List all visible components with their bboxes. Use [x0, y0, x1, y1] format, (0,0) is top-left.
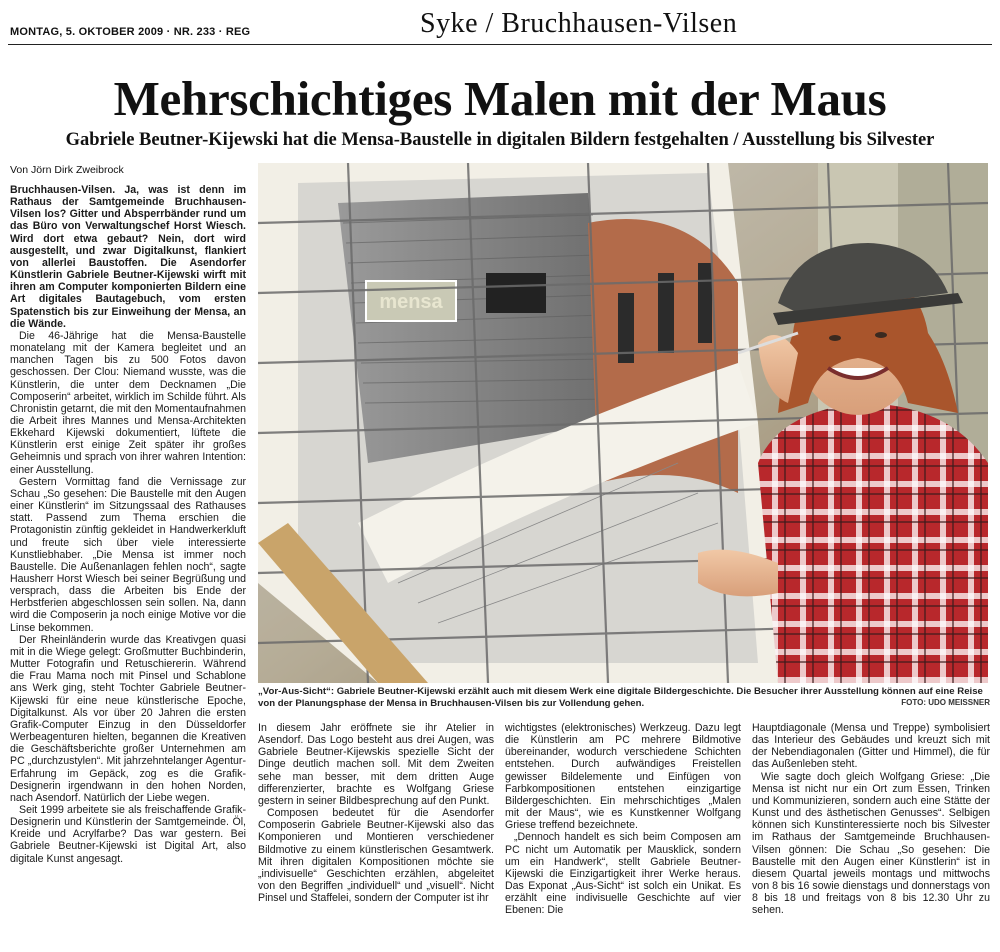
headline: Mehrschichtiges Malen mit der Maus	[113, 71, 887, 126]
paragraph: Gestern Vormittag fand die Vernissage zur Schau „So gesehen: Die Baustelle mit den Augen einer Künstlerin“ im Sitzungssaal des Rathauses statt. Passend zum Thema erschien die Protagonistin zünftig gekleidet in Handwerkerkluft und freute sich über viele interessierte Kunstliebhaber. „Die Mensa ist immer noch Baustelle. Die Außenanlagen fehlen noch“, sagte Hausherr Horst Wiesch bei seiner Begrüßung und versprach, dass die Arbeiten bis Ende der Herbstferien abgeschlossen sein sollen. Na, dann wird die Composerin ja noch einige Motive vor die Linse bekommen.	[10, 475, 246, 634]
photo-credit: FOTO: UDO MEISSNER	[901, 698, 990, 707]
article-column-3	[505, 722, 741, 917]
mensa-sign-text: mensa	[379, 291, 443, 313]
issue-date-line: MONTAG, 5. OKTOBER 2009 · NR. 233 · REG	[10, 26, 251, 38]
lead-paragraph: Bruchhausen-Vilsen. Ja, was ist denn im Rathaus der Samtgemeinde Bruchhausen-Vilsen los? Gitter und Absperrbänder rund um das Büro von Verwaltungschef Horst Wiesch. Wird dort etwa gebaut? Nein, dort wird ausgestellt, und zwar Digitalkunst, flankiert von allerlei Baustoffen. Die Asendorfer Künstlerin Gabriele Beutner-Kijewski wirft mit ihren am Computer komponierten Bildern eine Art digitales Bautagebuch, vom ersten Spatenstich bis zur Einweihung der Mensa, an die Wände.	[10, 184, 246, 330]
paragraph: wichtigstes (elektronisches) Werkzeug. Dazu legt die Künstlerin am PC mehrere Bildmotive übereinander, wodurch verschiedene Schichten entstehen. Durch aufwändiges Freistellen gewisser Bildelemente und Einfügen von Farbkompositionen entstehen einzigartige Bildergeschichten. Ein mehrschichtiges „Malen mit der Maus“, wie es Kunstkenner Wolfgang Griese treffend bezeichnete.	[505, 722, 741, 832]
paragraph: „Dennoch handelt es sich beim Composen am PC nicht um Automatik per Mausklick, sondern um ein Handwerk“, stellt Gabriele Beutner-Kijewski die Einzigartigkeit ihrer Werke heraus. Das Exponat „Aus-Sicht“ ist solch ein Unikat. Es erzählt eine indivisuelle Geschichte auf vier Ebenen: Die	[505, 831, 741, 917]
article-photo	[258, 163, 988, 683]
article-column-1	[10, 184, 246, 865]
subheadline: Gabriele Beutner-Kijewski hat die Mensa-Baustelle in digitalen Bildern festgehalten / Ausstellung bis Silvester	[65, 130, 935, 150]
paragraph: Der Rheinländerin wurde das Kreativgen quasi mit in die Wiege gelegt: Großmutter Buchbinderin, Mutter Fotografin und Retuschiererin. Während die Frau Mama noch mit Pinsel und Schablone ans Werk ging, steht Tochter Gabriele Beutner-Kijewski für eine neue künstlerische Epoche, Digitalkunst. Als vor über 20 Jahren die ersten Grafik-Computer Einzug in den Düsseldorfer Werbeagenturen hielten, begannen die Kreativen die Geschäftsberichte großer Unternehmen am PC „durchzustylen“. Mit jahrzehntelanger Agentur-Erfahrung im Gepäck, zog es die Grafik-Designerin irgendwann in den hohen Norden, nach Asendorf. Natürlich der Liebe wegen.	[10, 633, 246, 804]
paragraph: Hauptdiagonale (Mensa und Treppe) symbolisiert das Interieur des Gebäudes und kreuzt sich mit der Nebendiagonalen (Gitter und Himmel), die für das Außenleben steht.	[752, 722, 990, 771]
paragraph: Seit 1999 arbeitete sie als freischaffende Grafik-Designerin und Künstlerin der Samtgemeinde. Öl, Kreide und Acrylfarbe? Das war gestern. Bei Gabriele Beutner-Kijewski ist Digital Art, also digitale Kunst angesagt.	[10, 803, 246, 865]
photo-caption: „Vor-Aus-Sicht“: Gabriele Beutner-Kijewski erzählt auch mit diesem Werk eine digitale Bildergeschichte. Die Besucher ihrer Ausstellung können auf eine Reise von der Planungsphase der Mensa in Bruchhausen-Vilsen bis zur Vollendung gehen.	[258, 686, 983, 709]
masthead-rule	[8, 44, 992, 45]
paragraph: Composen bedeutet für die Asendorfer Composerin Gabriele Beutner-Kijewski also das Komponieren und Montieren verschiedener Bildmotive zu einem künstlerischen Gesamtwerk. Mit ihren digitalen Kompositionen möchte sie „indivisuelle“ Geschichten erzählen, abgeleitet von den Begriffen „individuell“ und „visuell“. Nicht Pinsel und Staffelei, sondern der Computer ist ihr	[258, 807, 494, 905]
paragraph: Die 46-Jährige hat die Mensa-Baustelle monatelang mit der Kamera begleitet und an manchen Tagen bis zu 500 Fotos davon geschossen. Der Clou: Niemand wusste, was die Künstlerin, die unter dem Decknamen „Die Composerin“ arbeitet, wirklich im Schilde führt. Als Chronistin getarnt, die mit den Momentaufnahmen die Arbeit ihres Mannes und Mensa-Architekten Ekkehard Kijewski dokumentiert, lüftete die Künstlerin erst einige Zeit später ihr großes Geheimnis und sprach von ihrer wahren Intention: einer Ausstellung.	[10, 329, 246, 476]
section-title: Syke / Bruchhausen-Vilsen	[420, 8, 738, 39]
paragraph: Wie sagte doch gleich Wolfgang Griese: „Die Mensa ist nicht nur ein Ort zum Essen, Trinken und Kommunizieren, sondern auch eine Stätte der Kunst und des ästhetischen Genusses“. Selbigen können sich Kunstinteressierte noch bis Silvester im Rathaus der Samtgemeinde Bruchhausen-Vilsen gönnen: Die Schau „So gesehen: Die Baustelle mit den Augen einer Künstlerin“ ist in diesem Quartal jeweils montags und mittwochs von 8 bis 16 sowie dienstags und donnerstags von 8 bis 18 und freitags von 8 bis 12.30 Uhr zu sehen.	[752, 770, 990, 917]
byline: Von Jörn Dirk Zweibrock	[10, 164, 124, 176]
article-column-4	[752, 722, 990, 917]
photo-illustration	[258, 163, 988, 683]
article-column-2	[258, 722, 494, 904]
paragraph: In diesem Jahr eröffnete sie ihr Atelier in Asendorf. Das Logo besteht aus drei Augen, was Gabriele Beutner-Kijewskis spezielle Sicht der Dinge deutlich machen soll. Mit dem Zweiten sehe man besser, mit dem dritten Auge differenzierter, brachte es Wolfgang Griese gestern in seiner Bildbesprechung auf den Punkt.	[258, 722, 494, 807]
